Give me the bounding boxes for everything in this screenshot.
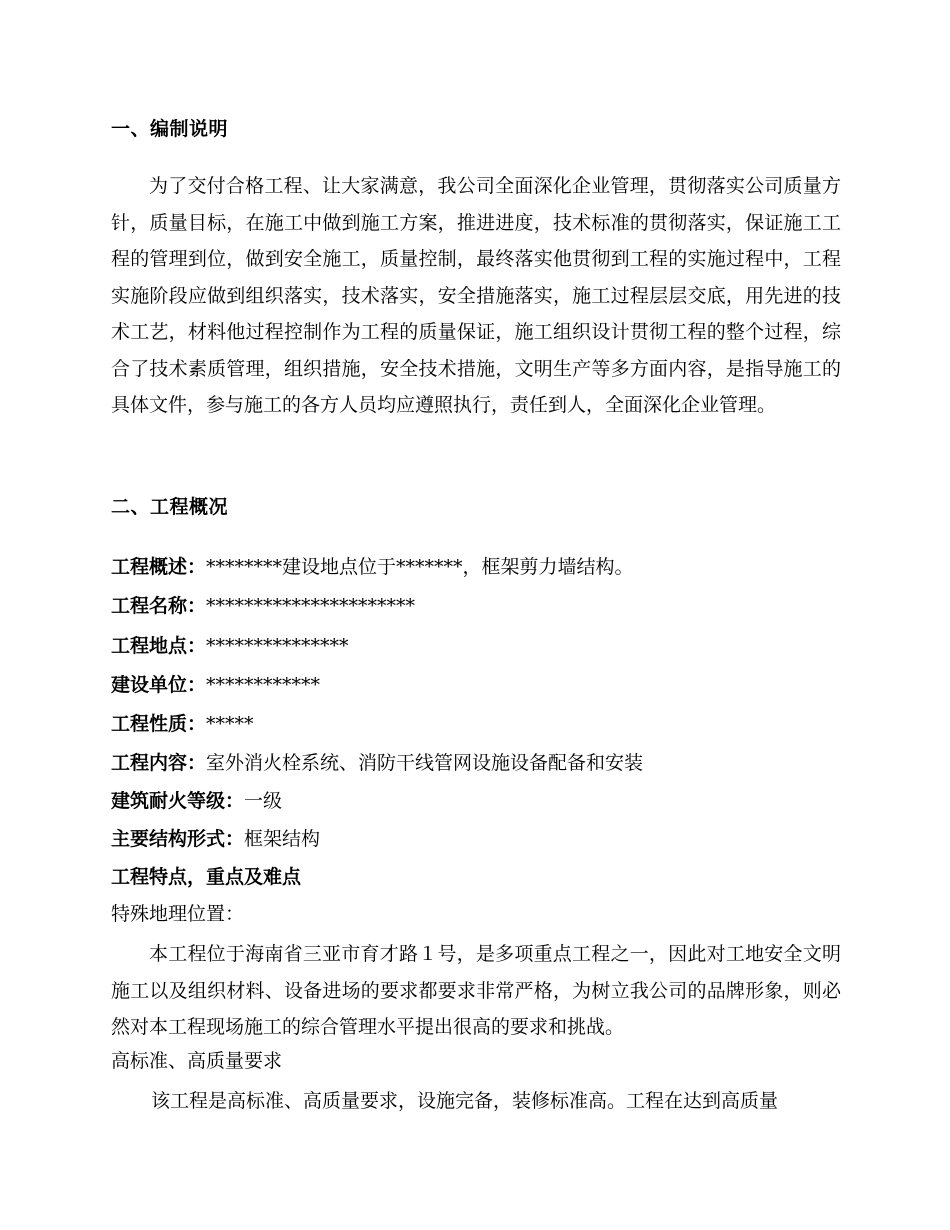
- field-value: 框架结构: [244, 828, 321, 850]
- field-project-summary: [111, 555, 634, 579]
- field-label: 工程内容：: [111, 752, 207, 774]
- field-project-location: [111, 634, 349, 658]
- field-value: *****: [206, 713, 254, 735]
- field-project-name: [111, 594, 415, 618]
- field-project-content: [111, 751, 643, 775]
- field-project-nature: [111, 712, 254, 736]
- field-fire-resistance-grade: [111, 789, 282, 813]
- field-value: 室外消火栓系统、消防干线管网设施设备配备和安装: [206, 752, 644, 774]
- field-label: 工程概述：: [111, 556, 207, 578]
- field-value: ********建设地点位于*******，框架剪力墙结构。: [206, 556, 634, 578]
- field-structure-form: [111, 827, 320, 851]
- high-standard-paragraph: 该工程是高标准、高质量要求，设施完备，装修标准高。工程在达到高质量: [151, 1090, 779, 1112]
- field-construction-unit: [111, 673, 320, 697]
- special-location-title: 特殊地理位置：: [111, 903, 245, 925]
- section-heading-project-overview: 二、工程概况: [111, 496, 229, 518]
- features-title: 工程特点，重点及难点: [111, 866, 302, 888]
- field-value: 一级: [244, 790, 283, 812]
- field-value: ************: [206, 674, 321, 696]
- field-label: 工程地点：: [111, 635, 207, 657]
- intro-paragraph: 为了交付合格工程、让大家满意，我公司全面深化企业管理，贯彻落实公司质量方针，质量目标，在施工中做到施工方案，推进进度，技术标准的贯彻落实，保证施工工程的管理到位，做到安全施工，质量控制，最终落实他贯彻到工程的实施过程中，工程实施阶段应做到组织落实，技术落实，安全措施落实，施工过程层层交底，用先进的技术工艺，材料他过程控制作为工程的质量保证，施工组织设计贯彻工程的整个过程，综合了技术素质管理，组织措施，安全技术措施，文明生产等多方面内容，是指导施工的具体文件，参与施工的各方人员均应遵照执行，责任到人，全面深化企业管理。: [111, 175, 841, 416]
- field-label: 建筑耐火等级：: [111, 790, 245, 812]
- field-value: ***************: [206, 635, 349, 657]
- high-standard-title: 高标准、高质量要求: [111, 1050, 283, 1072]
- field-label: 工程名称：: [111, 595, 207, 617]
- field-label: 工程性质：: [111, 713, 207, 735]
- special-location-paragraph: 本工程位于海南省三亚市育才路１号，是多项重点工程之一，因此对工地安全文明施工以及组织材料、设备进场的要求都要求非常严格，为树立我公司的品牌形象，则必然对本工程现场施工的综合管理水平提出很高的要求和挑战。: [111, 943, 841, 1038]
- field-label: 主要结构形式：: [111, 828, 245, 850]
- section-heading-preparation-notes: 一、编制说明: [111, 118, 229, 140]
- field-label: 建设单位：: [111, 674, 207, 696]
- field-value: **********************: [206, 595, 416, 617]
